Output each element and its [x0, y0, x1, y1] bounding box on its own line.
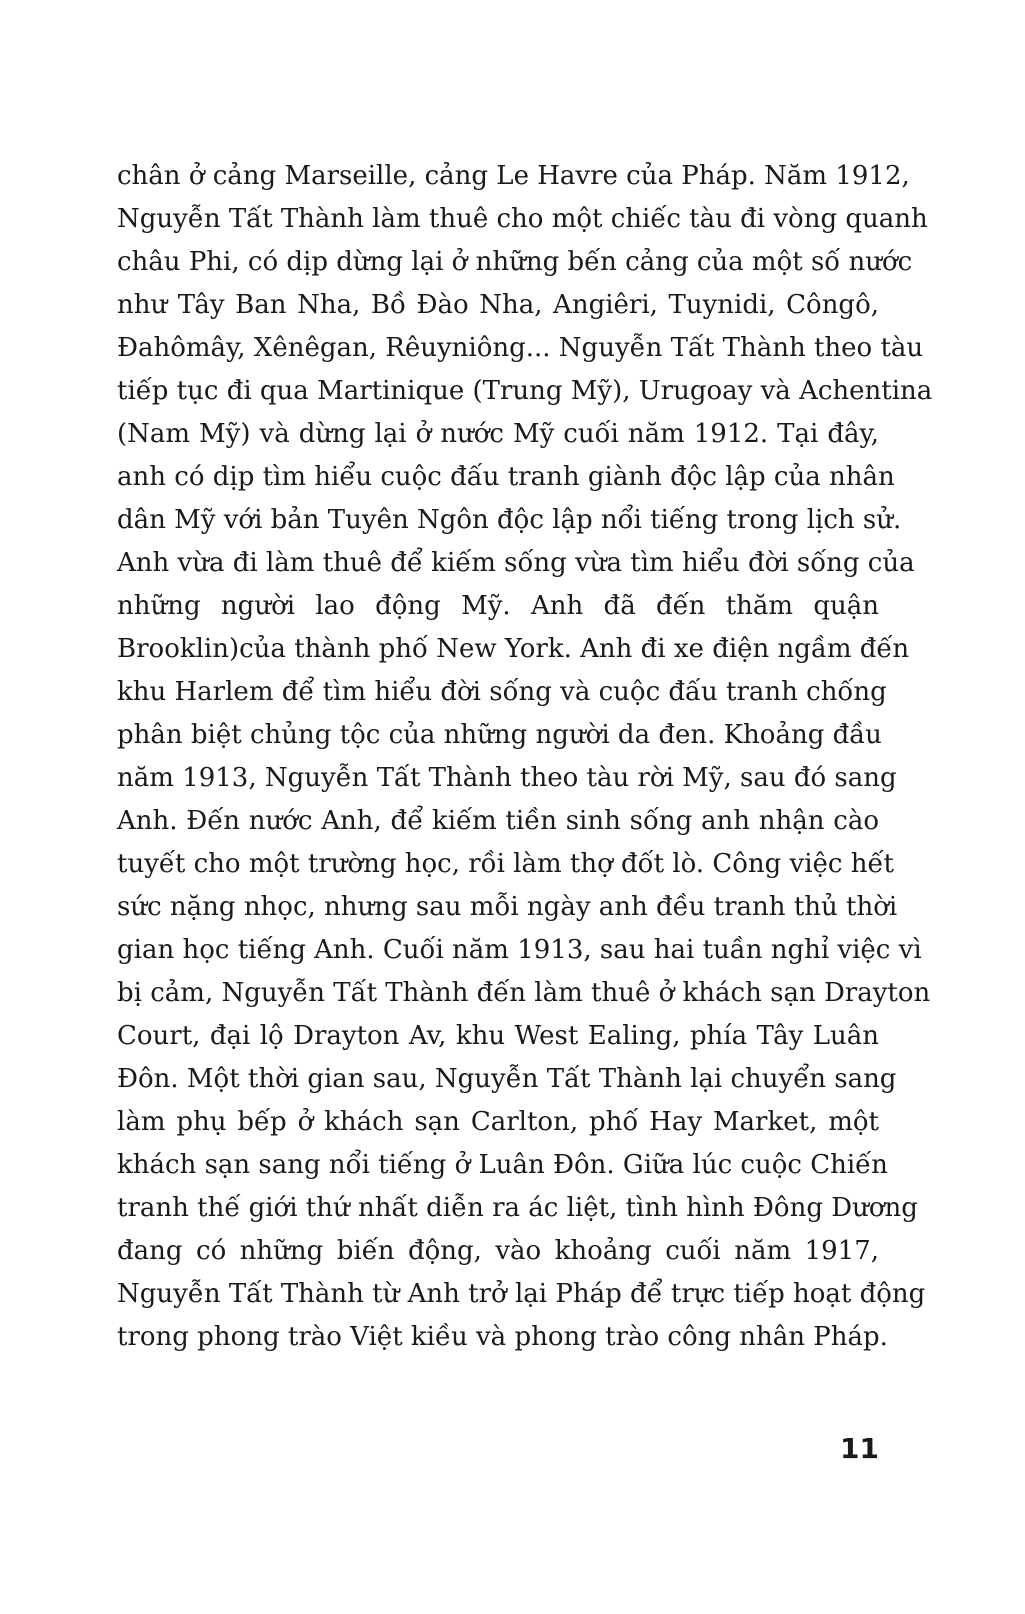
text-line: chân ở cảng Marseille, cảng Le Havre của Pháp. Năm 1912, — [117, 161, 910, 191]
text-line: Đôn. Một thời gian sau, Nguyễn Tất Thành lại chuyển sang — [117, 1064, 897, 1094]
text-line: đang có những biến động, vào khoảng cuối năm 1917, — [117, 1236, 879, 1266]
body-text — [117, 155, 933, 1359]
text-line: như Tây Ban Nha, Bồ Đào Nha, Angiêri, Tuynidi, Côngô, — [117, 290, 879, 320]
text-line: khách sạn sang nổi tiếng ở Luân Đôn. Giữa lúc cuộc Chiến — [117, 1150, 888, 1180]
text-line: những người lao động Mỹ. Anh đã đến thăm quận — [117, 591, 879, 621]
text-line: tiếp tục đi qua Martinique (Trung Mỹ), Urugoay và Achentina — [117, 376, 933, 406]
text-line: anh có dịp tìm hiểu cuộc đấu tranh giành độc lập của nhân — [117, 462, 895, 492]
text-line: Đahômây, Xênêgan, Rêuyniông... Nguyễn Tất Thành theo tàu — [117, 333, 924, 363]
text-line: Anh vừa đi làm thuê để kiếm sống vừa tìm hiểu đời sống của — [117, 548, 915, 578]
text-line: dân Mỹ với bản Tuyên Ngôn độc lập nổi tiếng trong lịch sử. — [117, 505, 902, 535]
text-line: Court, đại lộ Drayton Av, khu West Ealing, phía Tây Luân — [117, 1021, 879, 1051]
text-line: gian học tiếng Anh. Cuối năm 1913, sau hai tuần nghỉ việc vì — [117, 935, 922, 965]
text-line: làm phụ bếp ở khách sạn Carlton, phố Hay Market, một — [117, 1107, 879, 1137]
text-line: sức nặng nhọc, nhưng sau mỗi ngày anh đều tranh thủ thời — [117, 892, 898, 922]
text-line: tranh thế giới thứ nhất diễn ra ác liệt, tình hình Đông Dương — [117, 1193, 918, 1223]
text-line: năm 1913, Nguyễn Tất Thành theo tàu rời Mỹ, sau đó sang — [117, 763, 897, 793]
text-line: tuyết cho một trường học, rồi làm thợ đốt lò. Công việc hết — [117, 849, 894, 879]
text-line: châu Phi, có dịp dừng lại ở những bến cảng của một số nước — [117, 247, 913, 277]
text-line: Brooklin)của thành phố New York. Anh đi xe điện ngầm đến — [117, 634, 910, 664]
text-line: Nguyễn Tất Thành làm thuê cho một chiếc tàu đi vòng quanh — [117, 204, 928, 234]
text-line: khu Harlem để tìm hiểu đời sống và cuộc đấu tranh chống — [117, 677, 887, 707]
text-line: bị cảm, Nguyễn Tất Thành đến làm thuê ở khách sạn Drayton — [117, 978, 931, 1008]
text-line: Anh. Đến nước Anh, để kiếm tiền sinh sống anh nhận cào — [117, 806, 879, 836]
text-line: phân biệt chủng tộc của những người da đen. Khoảng đầu — [117, 720, 882, 750]
text-line: Nguyễn Tất Thành từ Anh trở lại Pháp để trực tiếp hoạt động — [117, 1279, 926, 1309]
text-line: trong phong trào Việt kiều và phong trào công nhân Pháp. — [117, 1322, 888, 1352]
page-number: 11 — [840, 1432, 879, 1465]
text-line: (Nam Mỹ) và dừng lại ở nước Mỹ cuối năm 1912. Tại đây, — [117, 419, 879, 449]
